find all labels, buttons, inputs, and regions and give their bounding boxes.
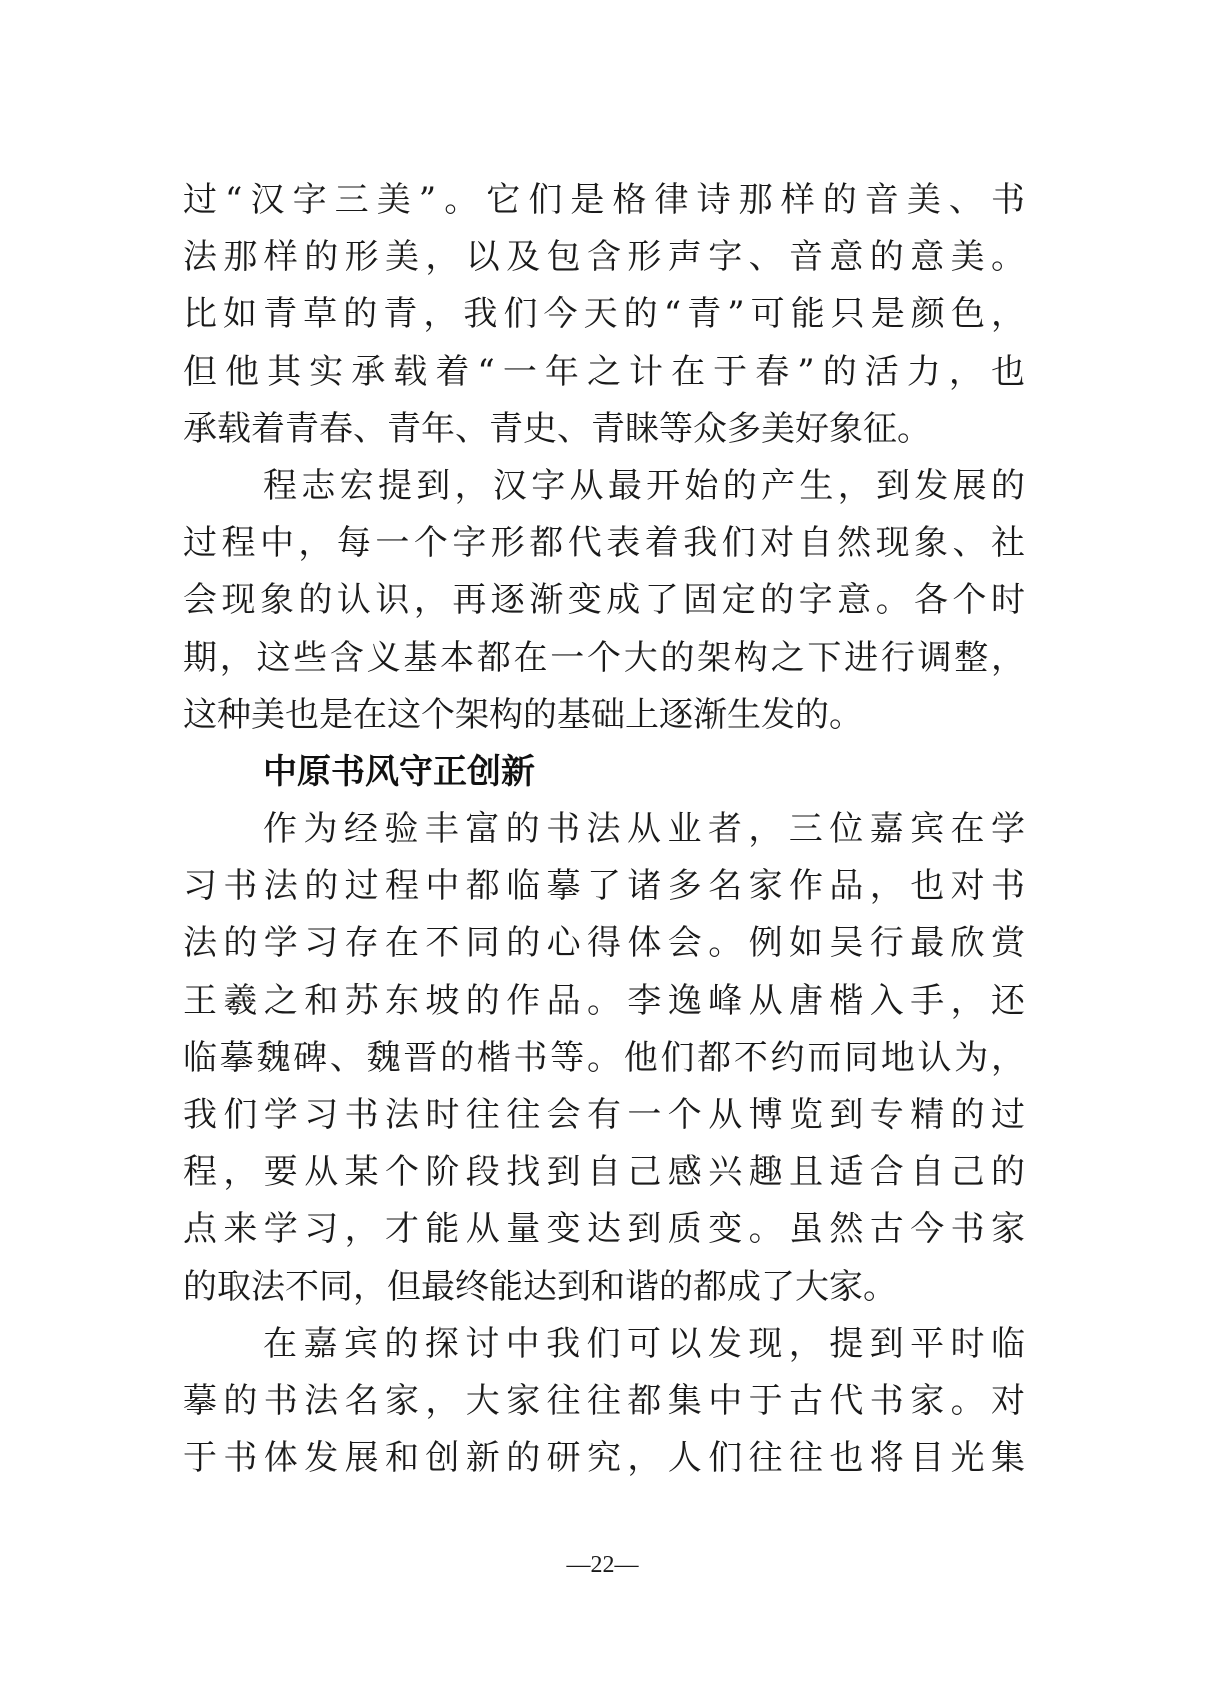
text-line: 我们学习书法时往往会有一个从博览到专精的过	[183, 1095, 1025, 1135]
text-line: 临摹魏碑、魏晋的楷书等。他们都不约而同地认为，	[183, 1037, 1025, 1078]
text-line: 程，要从某个阶段找到自己感兴趣且适合自己的	[183, 1152, 1025, 1193]
text-line: 过“汉字三美”。它们是格律诗那样的音美、书	[183, 180, 1025, 220]
text-line: 点来学习，才能从量变达到质变。虽然古今书家	[183, 1209, 1025, 1250]
text-line: 程志宏提到，汉字从最开始的产生，到发展的	[263, 465, 1025, 506]
text-line: 但他其实承载着“一年之计在于春”的活力，也	[183, 351, 1025, 392]
page-number: —22—	[566, 1552, 639, 1578]
text-line: 会现象的认识，再逐渐变成了固定的字意。各个时	[183, 580, 1025, 621]
paragraph-4	[183, 1316, 1025, 1488]
text-line: 这种美也是在这个架构的基础上逐渐生发的。	[183, 694, 863, 735]
paragraph-3	[183, 801, 1025, 1316]
text-line: 法那样的形美，以及包含形声字、音意的意美。	[183, 237, 1025, 278]
text-line: 摹的书法名家，大家往往都集中于古代书家。对	[183, 1380, 1025, 1421]
text-line: 过程中，每一个字形都代表着我们对自然现象、社	[183, 523, 1025, 564]
text-line: 王羲之和苏东坡的作品。李逸峰从唐楷入手，还	[183, 980, 1025, 1021]
text-line: 法的学习存在不同的心得体会。例如吴行最欣赏	[183, 923, 1025, 964]
text-line: 的取法不同，但最终能达到和谐的都成了大家。	[183, 1266, 897, 1307]
text-line: 比如青草的青，我们今天的“青”可能只是颜色，	[183, 294, 1025, 335]
document-page	[183, 172, 1025, 1487]
text-line: 作为经验丰富的书法从业者，三位嘉宾在学	[263, 809, 1025, 850]
text-line: 在嘉宾的探讨中我们可以发现，提到平时临	[263, 1323, 1025, 1364]
paragraph-1	[183, 172, 1025, 458]
text-line: 习书法的过程中都临摹了诸多名家作品，也对书	[183, 866, 1025, 907]
paragraph-2	[183, 458, 1025, 744]
text-line: 承载着青春、青年、青史、青睐等众多美好象征。	[183, 408, 931, 449]
text-line: 于书体发展和创新的研究，人们往往也将目光集	[183, 1438, 1025, 1479]
text-line: 期，这些含义基本都在一个大的架构之下进行调整，	[183, 637, 1025, 678]
section-heading: 中原书风守正创新	[263, 751, 535, 792]
